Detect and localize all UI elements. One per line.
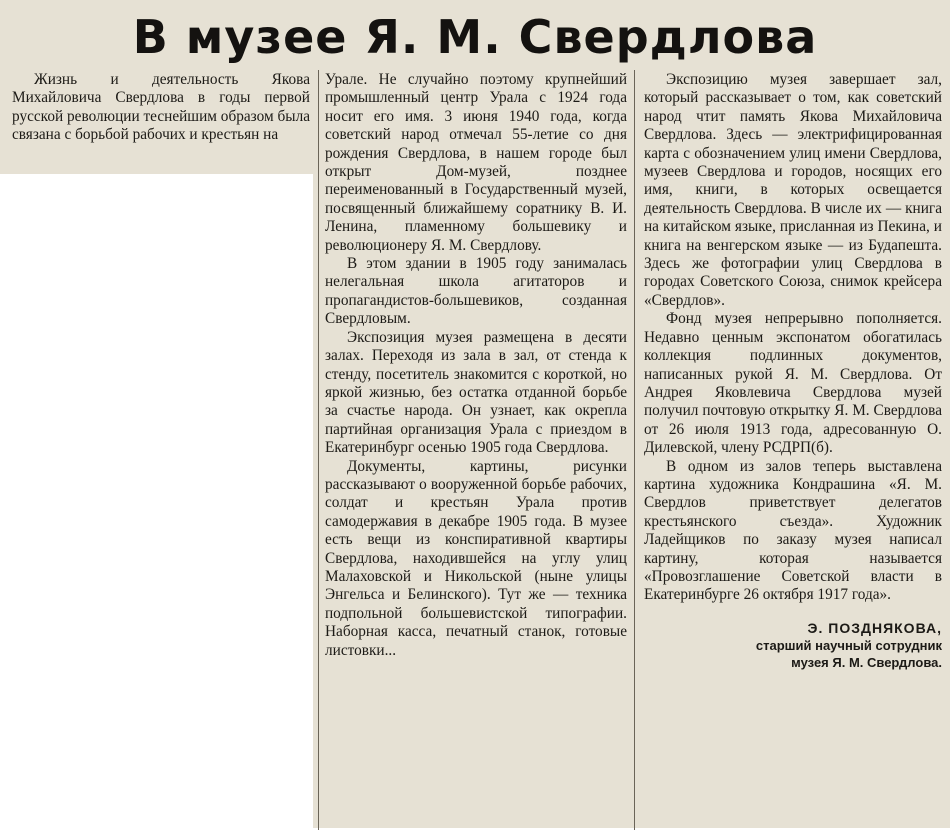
author-role: старший научный сотрудник: [755, 637, 942, 653]
paragraph: Экспозиция музея размещена в десяти залах. Переходя из зала в зал, от стенда к стенду, посетитель знакомится с короткой, но яркой жизнью, без остатка отданной борьбе за счастье народа. Он узнает, как окрепла партийная организация Урала с приездом в Екатеринбург осенью 1905 года Свердлова.: [325, 328, 627, 457]
paragraph: В одном из залов теперь выставлена картина художника Кондрашина «Я. М. Свердлов приветствует делегатов крестьянского съезда». Художник Ладейщиков по заказу музея написал картину, которая называется «Провозглашение Советской власти в Екатеринбурге 26 октября 1917 года».: [644, 457, 942, 604]
article-headline: В музее Я. М. Свердлова: [132, 10, 818, 64]
paragraph: Экспозицию музея завершает зал, который рассказывает о том, как советский народ чтит память Якова Михайловича Свердлова. Здесь — электрифицированная карта с обозначением улиц имени Свердлова, музеев Свердлова и городов, носящих его имя, книги, в которых освещается деятельность Свердлова. В числе их — книга на китайском языке, присланная из Пекина, и книга на венгерском языке — из Будапешта. Здесь же фотографии улиц Свердлова в городах Советского Союза, снимок крейсера «Свердлов».: [644, 71, 942, 309]
paragraph: Документы, картины, рисунки рассказывают о вооруженной борьбе рабочих, солдат и крестьян Урала против самодержавия в декабре 1905 года. В музее есть вещи из конспиративной квартиры Свердлова, находившейся на углу улиц Малаховской и Никольской (ныне улицы Энгельса и Белинского). Тут же — техника подпольной большевистской типографии. Наборная касса, печатный станок, готовые листовки...: [325, 457, 627, 659]
paragraph: Жизнь и деятельность Якова Михайловича Свердлова в годы первой русской революции теснейшим образом была связана с борьбой рабочих и крестьян на: [12, 71, 310, 144]
author-signature: [644, 619, 942, 671]
article-column-2: [325, 71, 627, 660]
column-rule-left: [318, 70, 319, 830]
clipping-cutout: [0, 174, 313, 828]
column-rule-right: [634, 70, 635, 830]
author-name: Э. ПОЗДНЯКОВА,: [807, 619, 942, 636]
article-column-3: [644, 71, 942, 671]
paragraph: Урале. Не случайно поэтому крупнейший промышленный центр Урала с 1924 года носит его имя. 3 июня 1940 года, когда советский народ отмечал 55-летие со дня рождения Свердлова, в нашем городе был открыт Дом-музей, позднее переименованный в Государственный музей, посвященный ближайшему соратнику В. И. Ленина, пламенному большевику и революционеру Я. М. Свердлову.: [325, 71, 627, 254]
article-column-1: [12, 71, 310, 145]
paragraph: В этом здании в 1905 году занималась нелегальная школа агитаторов и пропагандистов-большевиков, созданная Свердловым.: [325, 255, 627, 328]
author-affiliation: музея Я. М. Свердлова.: [791, 654, 942, 670]
paragraph: Фонд музея непрерывно пополняется. Недавно ценным экспонатом обогатилась коллекция подлинных документов, написанных рукой Я. М. Свердлова. От Андрея Яковлевича Свердлова музей получил почтовую открытку Я. М. Свердлова от 26 июля 1913 года, адресованную О. Дилевской, члену РСДРП(б).: [644, 310, 942, 457]
